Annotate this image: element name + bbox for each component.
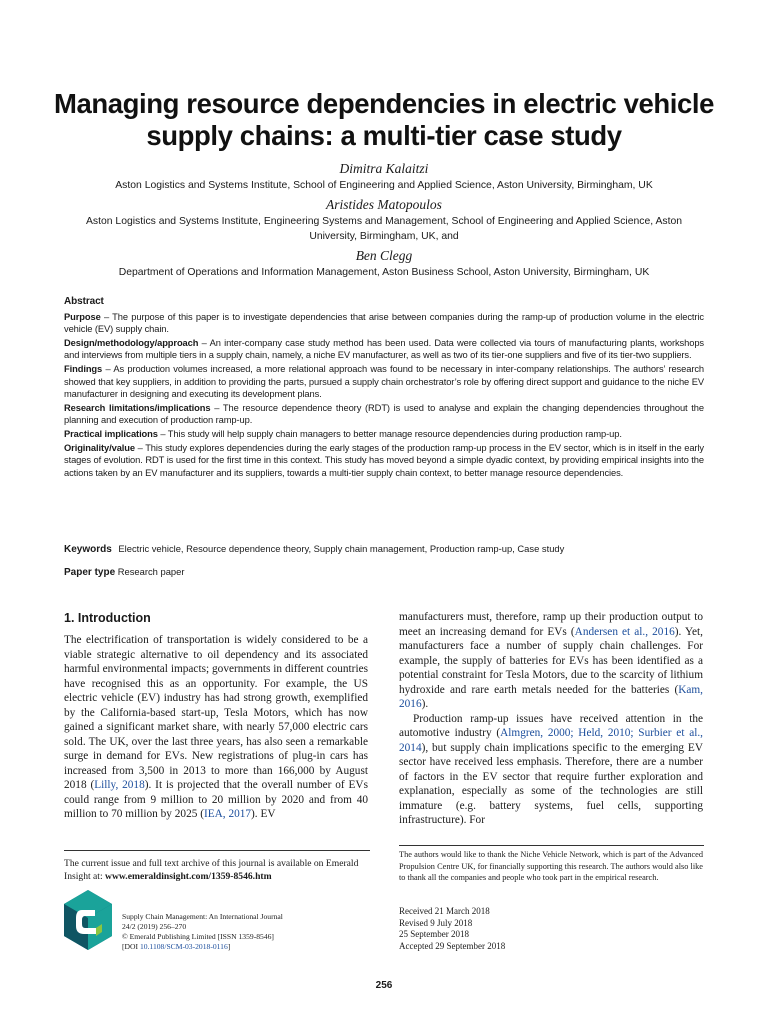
body-text: ). EV (251, 808, 276, 820)
doi-prefix: [DOI (122, 942, 140, 951)
author-affiliation: Department of Operations and Information Management, Aston Business School, Aston University, Birmingham, UK (118, 267, 650, 278)
abstract-section: Purpose – The purpose of this paper is to investigate dependencies that arise between companies during the ramp-up of production volume in the electric vehicle (EV) supply chain. (64, 311, 704, 335)
archive-notice (64, 857, 370, 883)
body-text: Production ramp-up issues have received attention in the automotive industry ( (399, 712, 703, 739)
paper-type-label: Paper type (64, 567, 116, 578)
author-affiliation: Aston Logistics and Systems Institute, School of Engineering and Applied Science, Aston University, Birmingham, UK (115, 180, 653, 191)
paragraph (399, 610, 703, 712)
emerald-logo-icon (62, 888, 114, 952)
citation-link[interactable]: Lilly, 2018 (94, 779, 145, 791)
journal-line: 24/2 (2019) 256–270 (122, 922, 187, 931)
keywords-label: Keywords (64, 544, 112, 555)
abstract-section-text: The resource dependence theory (RDT) is used to analyse and explain the changing dependencies throughout the planning and execution of production ramp-up. (64, 402, 704, 426)
date-line: Revised 9 July 2018 (399, 917, 473, 928)
body-text: The electrification of transportation is widely considered to be a viable strategic alternative to oil dependency and its associated harmful environmental impacts; governments in different countries have recognised this as an opportunity. For example, the US electric vehicle (EV) industry has had strong growth, exemplified by the California-based start-up, Tesla Motors, which has now gained a significant market share, with nearly 57,000 electric cars sold. The UK, over the last three years, has also seen a remarkable surge in demand for EVs. New registrations of plug-in cars has increased from 3,500 in 2013 to more than 166,000 by August 2018 ( (64, 634, 368, 791)
paper-type (64, 566, 714, 578)
body-column-right (399, 610, 703, 828)
acknowledgement: The authors would like to thank the Niche Vehicle Network, which is part of the Advanced Propulsion Centre UK, for financially supporting this research. The authors would also like to thank all the companies and people who took part in the empirical research. (399, 850, 703, 882)
body-text: ). It is projected that the overall number of EVs could range from 9 million to 20 million by 2020 and from 40 million to 70 million by 2025 ( (64, 779, 368, 820)
citation-link[interactable]: Almgren, 2000; Held, 2010; Surbier et al., 2014 (399, 727, 704, 754)
body-text: ). (421, 698, 429, 710)
abstract-section-label: Findings (64, 363, 103, 374)
abstract-section-text: An inter-company case study method has been used. Data were collected via tours of manufacturing plants, workshops and interviews from multiple tiers in a supply chain, namely, a niche EV manufacturer, as well as two of its tier-one suppliers and five of its tier-two suppliers. (64, 337, 704, 361)
keywords-text: Electric vehicle, Resource dependence theory, Supply chain management, Production ramp-up, Case study (118, 543, 565, 554)
abstract-section-label: Originality/value (64, 442, 135, 453)
journal-citation (122, 912, 283, 952)
abstract-section: Research limitations/implications – The resource dependence theory (RDT) is used to analyse and explain the changing dependencies throughout the planning and execution of production ramp-up. (64, 402, 704, 426)
body-text: ). Yet, manufacturers face a number of supply chain challenges. For example, the supply of batteries for EVs has been identified as a potential constraint for Tesla Motors, due to the scarcity of lithium hydroxide and rare earth metals needed for the batteries ( (399, 625, 703, 696)
doi-suffix: ] (227, 942, 231, 951)
abstract-section: Design/methodology/approach – An inter-company case study method has been used. Data were collected via tours of manufacturing plants, workshops and interviews from multiple tiers in a supply chain, namely, a niche EV manufacturer, as well as two of its tier-one suppliers and five of its tier-two suppliers. (64, 337, 704, 361)
date-line: Received 21 March 2018 (399, 906, 490, 916)
body-text: manufacturers must, therefore, ramp up their production output to meet an increasing demand for EVs ( (399, 611, 703, 638)
date-line: Accepted 29 September 2018 (399, 940, 506, 951)
paper-title: Managing resource dependencies in electric vehicle supply chains: a multi-tier case study (53, 88, 715, 151)
journal-line: Supply Chain Management: An International Journal (122, 912, 283, 921)
author-block (40, 160, 728, 283)
keywords (64, 543, 714, 555)
body-column-left (64, 633, 368, 822)
doi-link[interactable]: 10.1108/SCM-03-2018-0116 (139, 942, 228, 951)
doi-line (122, 942, 283, 952)
author-affiliation: Aston Logistics and Systems Institute, Engineering Systems and Management, School of Engineering and Applied Science, Aston University, Birmingham, UK, and (85, 216, 683, 242)
paragraph (399, 712, 703, 828)
page-number: 256 (375, 980, 393, 991)
abstract-section: Practical implications – This study will help supply chain managers to better manage resource dependencies during production ramp-up. (64, 428, 622, 439)
citation-link[interactable]: IEA, 2017 (203, 808, 252, 820)
paper-type-text: Research paper (117, 566, 185, 577)
body-text: ), but supply chain implications specific to the emerging EV sector have received less emphasis. Therefore, there are a number of factors in the EV sector that require further exploration and explanation, especially as some of the technologies are still immature (e.g. battery systems, fuel cells, supporting infrastructure). For (399, 741, 703, 826)
archive-text: The current issue and full text archive of this journal is available on Emerald Insight at: (64, 858, 359, 882)
author-name: Dimitra Kalaitzi (339, 161, 429, 176)
archive-url-link[interactable]: www.emeraldinsight.com/1359-8546.htm (105, 871, 272, 882)
footer-rule-right (399, 845, 704, 846)
date-line: 25 September 2018 (399, 929, 469, 939)
abstract-section-label: Practical implications (64, 428, 158, 439)
abstract-section: Originality/value – This study explores dependencies during the early stages of the production ramp-up process in the EV sector, which is in itself in the early stages of evolution. RDT is used for the first time in this context. This study has moved beyond a simple dyadic context, by providing empirical insights into the actions taken by an EV manufacturer and its suppliers, towards a multi-tier supply chain context, to better manage resource dependencies. (64, 442, 704, 478)
abstract-heading: Abstract (64, 296, 104, 307)
abstract-section-text: This study explores dependencies during the early stages of the production ramp-up process in the EV sector, which is in itself in the early stages of evolution. RDT is used for the first time in this context. This study has moved beyond a simple dyadic context, by providing empirical insights into the actions taken by an EV manufacturer and its suppliers, towards a multi-tier supply chain context, to better manage resource dependencies. (64, 442, 704, 478)
footer-rule-left (64, 850, 370, 851)
section-heading: 1. Introduction (64, 611, 151, 625)
abstract-section-label: Purpose (64, 311, 101, 322)
received-dates (399, 906, 703, 952)
citation-link[interactable]: Kam, 2016 (399, 683, 703, 710)
abstract-section: Findings – As production volumes increased, a more relational approach was found to be necessary in inter-company relationships. The authors’ research showed that key suppliers, in addition to providing the parts, pursued a supply chain orchestrator’s role by offering direct support and guidance to the niche EV manufacturer in designing and executing its development plans. (64, 363, 704, 400)
abstract-section-text: This study will help supply chain managers to better manage resource dependencies during production ramp-up. (167, 428, 622, 439)
author-name: Ben Clegg (355, 248, 413, 263)
citation-link[interactable]: Andersen et al., 2016 (574, 625, 675, 638)
paragraph (64, 633, 368, 822)
journal-line: © Emerald Publishing Limited [ISSN 1359-8546] (122, 932, 274, 941)
abstract-section-text: As production volumes increased, a more relational approach was found to be necessary in inter-company relationships. The authors’ research showed that key suppliers, in addition to providing the parts, pursued a supply chain orchestrator’s role by offering direct support and guidance to the niche EV manufacturer in designing and executing its development plans. (64, 363, 704, 400)
abstract-section-text: The purpose of this paper is to investigate dependencies that arise between companies during the ramp-up of production volume in the electric vehicle (EV) supply chain. (64, 311, 704, 335)
author-name: Aristides Matopoulos (326, 197, 442, 212)
abstract-section-label: Research limitations/implications (64, 402, 211, 413)
abstract-section-label: Design/methodology/approach (64, 337, 199, 348)
abstract (64, 296, 704, 480)
